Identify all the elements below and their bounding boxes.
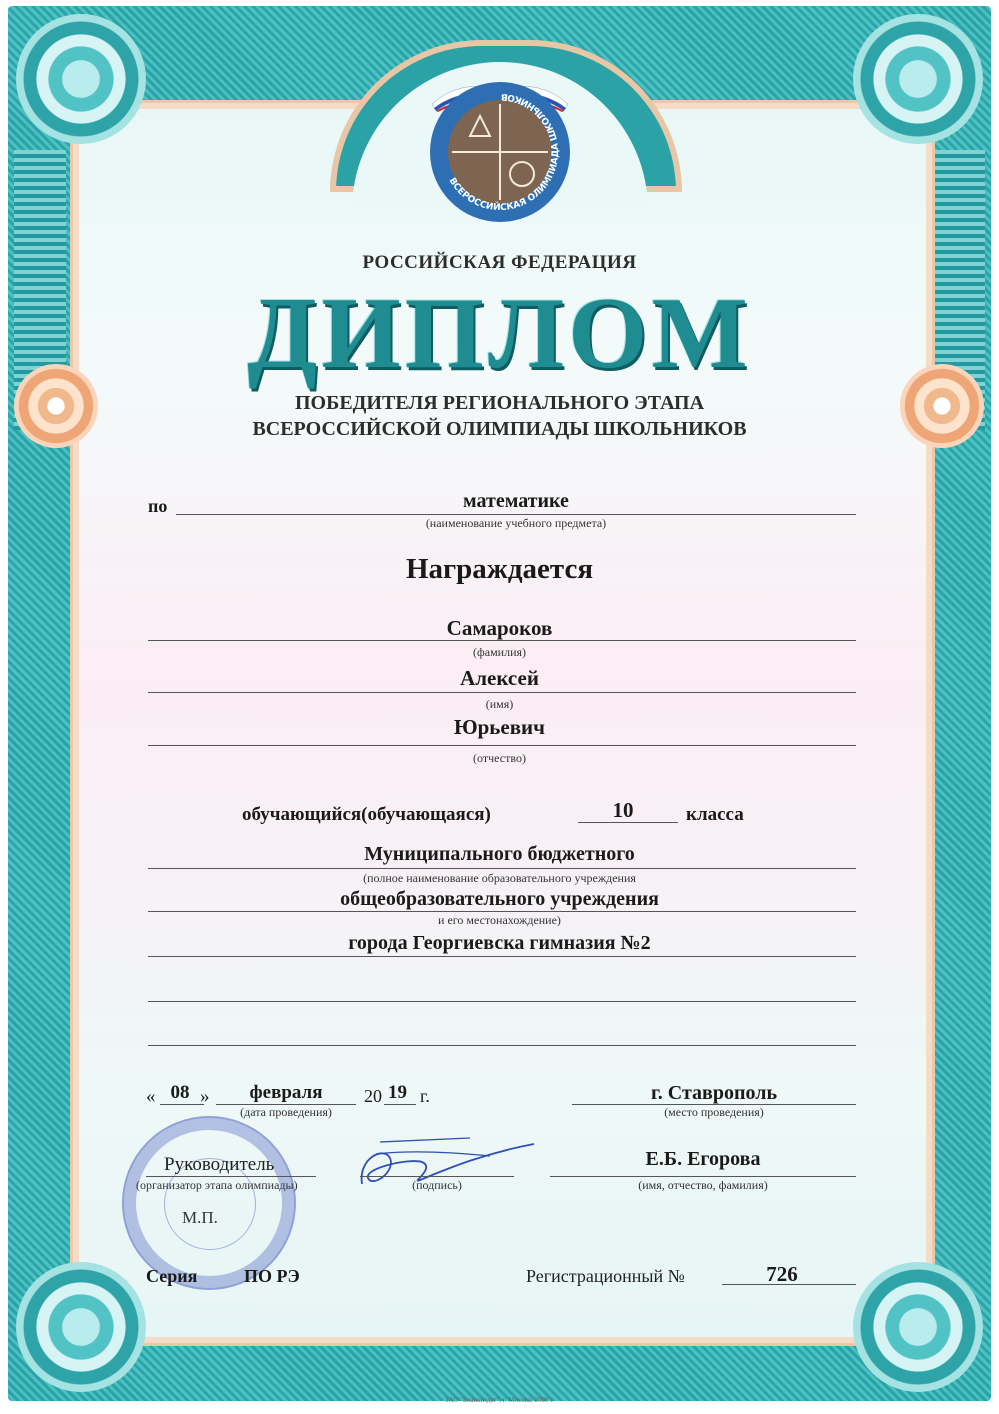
signatory-name-caption: (имя, отчество, фамилия) — [638, 1178, 768, 1192]
signature-caption: (подпись) — [412, 1178, 462, 1192]
date-open-quote: « — [146, 1086, 156, 1107]
grade-prefix: обучающийся(обучающаяся) — [242, 804, 491, 825]
country-heading: РОССИЙСКАЯ ФЕДЕРАЦИЯ — [362, 252, 637, 273]
blank-line-1 — [148, 1001, 856, 1002]
subject-caption: (наименование учебного предмета) — [425, 516, 607, 530]
patronymic-value: Юрьевич — [453, 715, 546, 739]
printer-note: ЗАО "Бланкиздат", г. Москва, 2008 г. — [444, 1396, 555, 1404]
signatory-name-line — [550, 1176, 856, 1177]
signatory-name: Е.Б. Егорова — [645, 1148, 761, 1170]
name-line — [148, 692, 856, 693]
svg-text:ВСЕРОССИЙСКАЯ ОЛИМПИАДА ШКОЛЬН: ВСЕРОССИЙСКАЯ ОЛИМПИАДА ШКОЛЬНИКОВ — [446, 90, 562, 214]
date-year-unit: г. — [420, 1086, 430, 1106]
subject-value: математике — [463, 490, 569, 512]
school-caption-1: (полное наименование образовательного учреждения — [363, 871, 636, 885]
series-label: Серия — [146, 1266, 198, 1286]
subject-line — [176, 514, 856, 515]
diploma-subtitle-line1: ПОБЕДИТЕЛЯ РЕГИОНАЛЬНОГО ЭТАПА — [294, 392, 705, 414]
place-caption: (место проведения) — [664, 1105, 764, 1119]
school-line-3 — [148, 956, 856, 957]
patronymic-line — [148, 745, 856, 746]
name-caption: (имя) — [485, 697, 514, 711]
seal-placeholder: М.П. — [182, 1208, 218, 1227]
diploma-title: ДИПЛОМ — [247, 277, 752, 390]
school-line-2 — [148, 911, 856, 912]
series-value: ПО РЭ — [244, 1266, 300, 1286]
date-close-quote: » — [200, 1086, 210, 1107]
signatory-role: Руководитель — [164, 1154, 275, 1175]
blank-line-2 — [148, 1045, 856, 1046]
place-value: г. Ставрополь — [650, 1082, 778, 1104]
school-value-3: города Георгиевска гимназия №2 — [348, 932, 651, 954]
signatory-role-line — [146, 1176, 316, 1177]
subject-prefix: по — [148, 496, 168, 516]
date-year-suffix: 19 — [388, 1082, 407, 1103]
signatory-role-caption: (организатор этапа олимпиады) — [136, 1178, 298, 1192]
date-month: февраля — [249, 1082, 323, 1103]
signature-line — [360, 1176, 514, 1177]
date-day-line — [160, 1104, 204, 1105]
school-line-1 — [148, 868, 856, 869]
surname-value: Самароков — [446, 616, 553, 640]
diploma-subtitle-line2: ВСЕРОССИЙСКОЙ ОЛИМПИАДЫ ШКОЛЬНИКОВ — [252, 418, 747, 440]
registration-value: 726 — [766, 1262, 798, 1286]
awarded-heading: Награждается — [405, 553, 594, 585]
grade-value: 10 — [612, 798, 634, 822]
official-seal — [122, 1116, 296, 1290]
registration-label: Регистрационный № — [526, 1266, 685, 1286]
grade-suffix: класса — [686, 804, 744, 825]
surname-caption: (фамилия) — [472, 645, 527, 659]
date-day: 08 — [170, 1082, 190, 1103]
school-value-2: общеобразовательного учреждения — [340, 888, 659, 910]
school-value-1: Муниципального бюджетного — [364, 843, 635, 865]
date-year-line — [384, 1104, 416, 1105]
date-year-prefix: 20 — [364, 1086, 382, 1106]
school-caption-2: и его местонахождение) — [438, 913, 561, 927]
date-caption: (дата проведения) — [240, 1105, 332, 1119]
patronymic-caption: (отчество) — [473, 751, 526, 765]
name-value: Алексей — [460, 666, 539, 690]
